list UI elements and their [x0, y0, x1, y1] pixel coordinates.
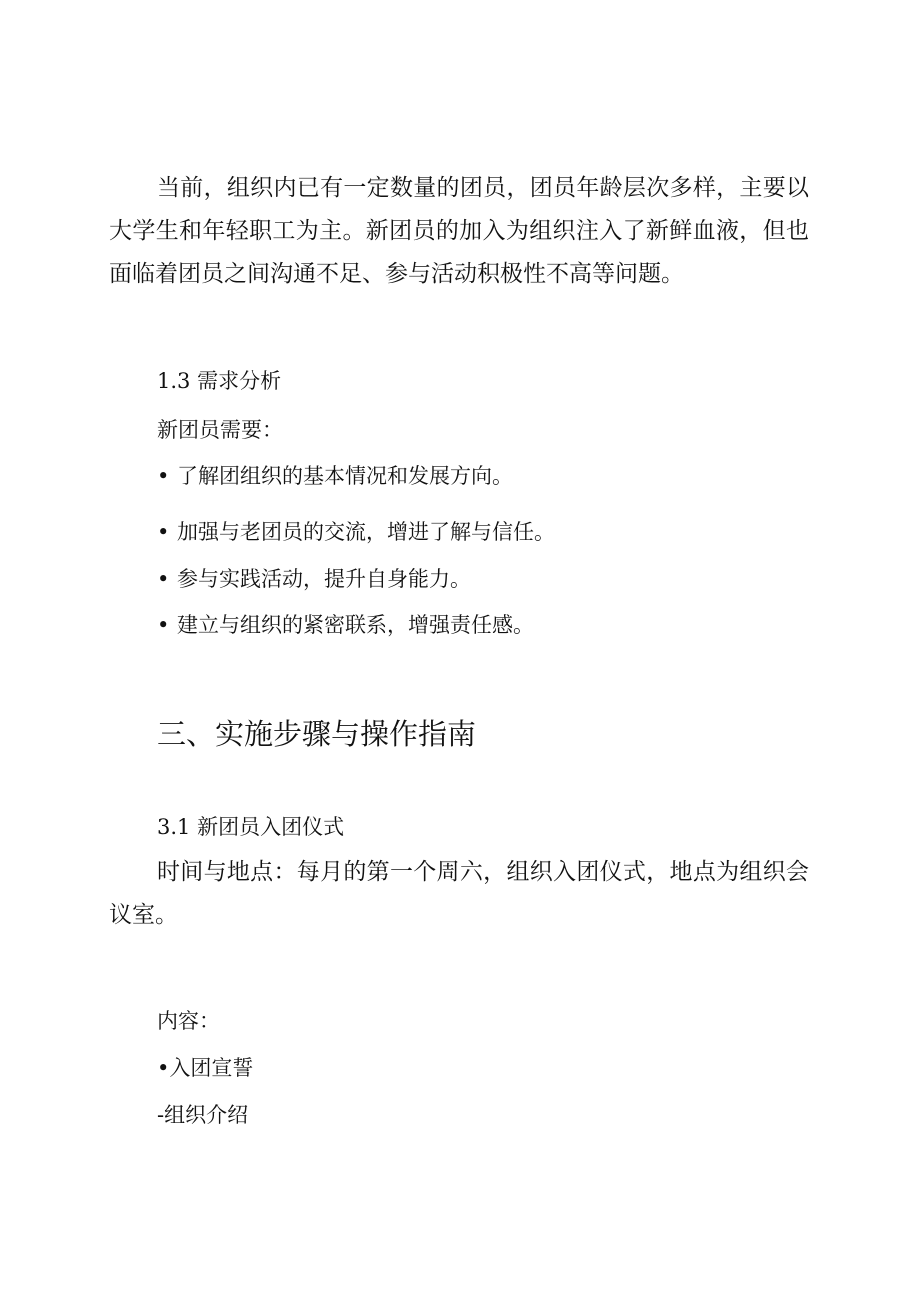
chapter-3-heading: 三、实施步骤与操作指南 [157, 717, 477, 751]
content-label: 内容： [157, 1009, 220, 1033]
needs-list-item [157, 564, 471, 594]
needs-list-item [157, 610, 534, 640]
needs-list-item [157, 461, 513, 491]
content-item: -组织介绍 [157, 1103, 249, 1127]
content-item: •入团宣誓 [157, 1056, 254, 1080]
time-place-paragraph: 时间与地点：每月的第一个周六，组织入团仪式，地点为组织会议室。 [109, 859, 809, 928]
bullet-icon: • [157, 567, 170, 591]
needs-list-item [157, 517, 555, 547]
section-3-1-heading: 3.1 新团员入团仪式 [157, 815, 345, 839]
needs-item-text: 了解团组织的基本情况和发展方向。 [177, 464, 513, 488]
section-1-3-heading: 1.3 需求分析 [157, 369, 282, 393]
bullet-icon: • [157, 464, 170, 488]
intro-paragraph: 当前，组织内已有一定数量的团员，团员年龄层次多样，主要以大学生和年轻职工为主。新团员的加入为组织注入了新鲜血液，但也面临着团员之间沟通不足、参与活动积极性不高等问题。 [109, 175, 809, 287]
bullet-icon: • [157, 520, 170, 544]
needs-item-text: 参与实践活动，提升自身能力。 [177, 567, 471, 591]
needs-lead: 新团员需要： [157, 418, 283, 442]
needs-item-text: 建立与组织的紧密联系，增强责任感。 [177, 613, 534, 637]
bullet-icon: • [157, 613, 170, 637]
needs-item-text: 加强与老团员的交流，增进了解与信任。 [177, 520, 555, 544]
